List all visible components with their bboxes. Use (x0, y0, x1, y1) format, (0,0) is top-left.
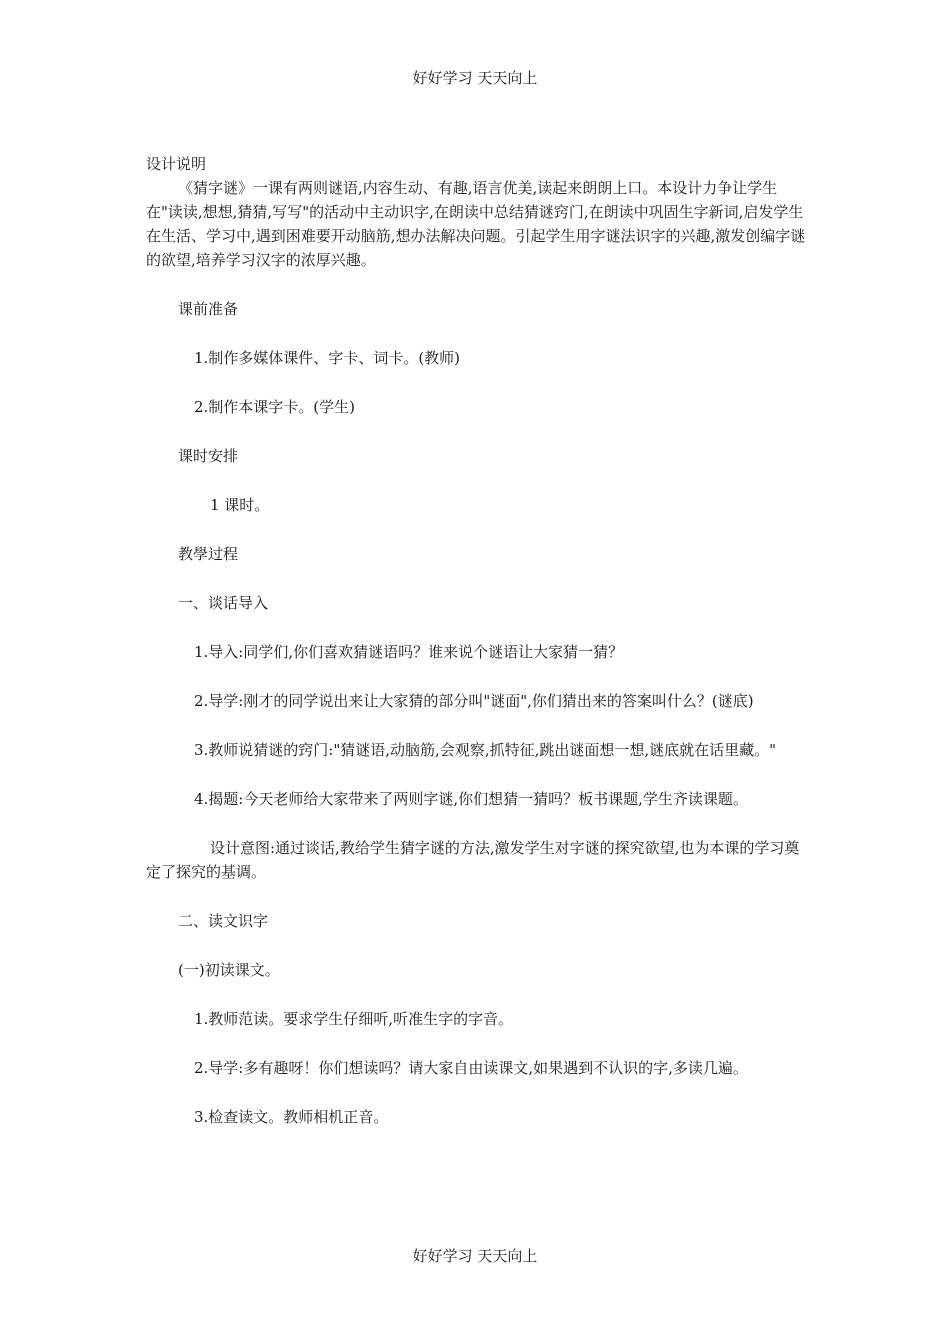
section-1-title: 一、谈话导入 (178, 594, 269, 612)
section-1-item-2: 2.导学:刚才的同学说出来让大家猜的部分叫"谜面",你们猜出来的答案叫什么？(谜底) (194, 692, 754, 710)
section-1-item-1: 1.导入:同学们,你们喜欢猜谜语吗？谁来说个谜语让大家猜一猜？ (194, 643, 624, 661)
schedule-title: 课时安排 (178, 447, 239, 465)
design-paragraph: 《猜字谜》一课有两则谜语,内容生动、有趣,语言优美,读起来朗朗上口。本设计力争让学生在"读读,想想,猜猜,写写"的活动中主动识字,在朗读中总结猜谜窍门,在朗读中巩固生字新词,启发学生在生活、学习中,遇到困难要开动脑筋,想办法解决问题。引起学生用字谜法识字的兴趣,激发创编字谜的欲望,培养学习汉字的浓厚兴趣。 (146, 179, 806, 269)
section-2-title: 二、读文识字 (178, 912, 269, 930)
page-header: 好好学习 天天向上 (412, 69, 538, 87)
design-title: 设计说明 (146, 155, 207, 173)
process-title: 教學过程 (178, 545, 239, 563)
prep-title: 课前准备 (178, 300, 239, 318)
prep-item-1: 1.制作多媒体课件、字卡、词卡。(教师) (194, 349, 461, 367)
section-1-item-4: 4.揭题:今天老师给大家带来了两则字谜,你们想猜一猜吗？板书课题,学生齐读课题。 (194, 790, 748, 808)
section-2-item-2: 2.导学:多有趣呀！你们想读吗？请大家自由读课文,如果遇到不认识的字,多读几遍。 (194, 1059, 748, 1077)
section-2-item-1: 1.教师范读。要求学生仔细听,听准生字的字音。 (194, 1010, 514, 1028)
prep-item-2: 2.制作本课字卡。(学生) (194, 398, 356, 416)
section-1-intent: 设计意图:通过谈话,教给学生猜字谜的方法,激发学生对字谜的探究欲望,也为本课的学习奠定了探究的基调。 (146, 839, 800, 881)
page-footer: 好好学习 天天向上 (412, 1247, 538, 1265)
section-2-subtitle: (一)初读课文。 (178, 961, 280, 979)
section-2-item-3: 3.检查读文。教师相机正音。 (194, 1108, 389, 1126)
schedule-text: 1 课时。 (210, 496, 270, 514)
section-1-item-3: 3.教师说猜谜的窍门:"猜谜语,动脑筋,会观察,抓特征,跳出谜面想一想,谜底就在话里藏。" (194, 741, 777, 759)
document-body (146, 152, 808, 1129)
